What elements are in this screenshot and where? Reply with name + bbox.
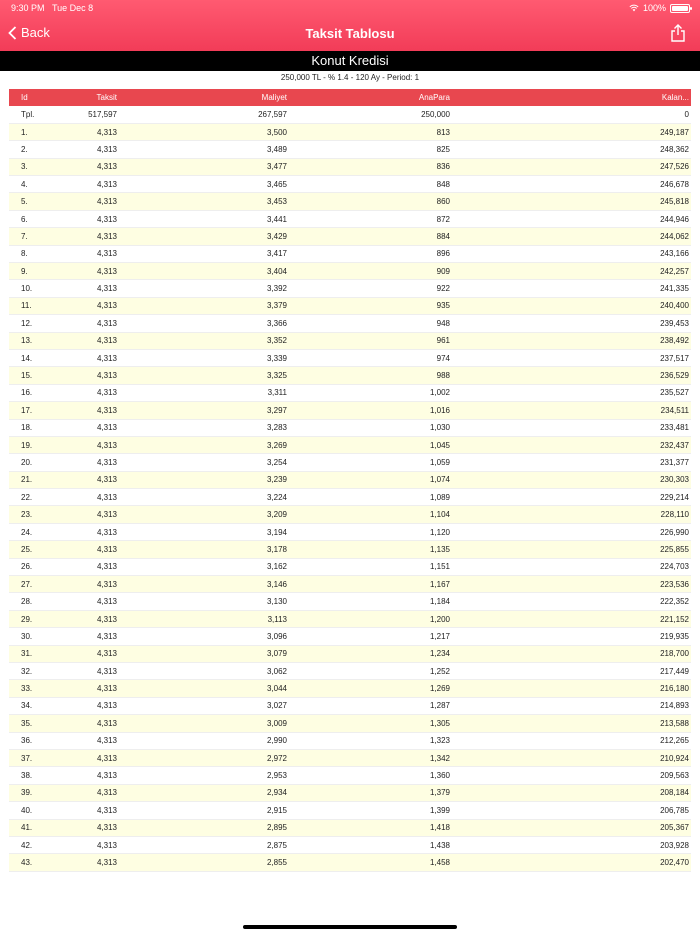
cell-id: 14. <box>9 349 69 366</box>
cell-anapara: 1,151 <box>289 558 452 575</box>
table-row <box>9 384 691 401</box>
cell-maliyet: 3,465 <box>119 176 289 193</box>
cell-id: 5. <box>9 193 69 210</box>
cell-id: 30. <box>9 628 69 645</box>
cell-anapara: 1,200 <box>289 610 452 627</box>
table-row <box>9 315 691 332</box>
table-row <box>9 419 691 436</box>
table-row <box>9 593 691 610</box>
cell-kalan: 240,400 <box>452 297 691 314</box>
cell-anapara: 1,360 <box>289 767 452 784</box>
cell-taksit: 4,313 <box>69 123 119 140</box>
cell-maliyet: 3,379 <box>119 297 289 314</box>
cell-taksit: 4,313 <box>69 489 119 506</box>
table-row <box>9 628 691 645</box>
table-row <box>9 819 691 836</box>
cell-maliyet: 3,417 <box>119 245 289 262</box>
cell-taksit: 4,313 <box>69 645 119 662</box>
cell-maliyet: 2,895 <box>119 819 289 836</box>
cell-anapara: 909 <box>289 263 452 280</box>
cell-anapara: 1,438 <box>289 836 452 853</box>
table-row <box>9 349 691 366</box>
table-row <box>9 471 691 488</box>
header-anapara: AnaPara <box>289 89 452 106</box>
cell-id: 34. <box>9 697 69 714</box>
cell-maliyet: 3,239 <box>119 471 289 488</box>
table-row <box>9 802 691 819</box>
cell-maliyet: 3,162 <box>119 558 289 575</box>
cell-id: 2. <box>9 141 69 158</box>
cell-anapara: 1,379 <box>289 784 452 801</box>
cell-maliyet: 3,453 <box>119 193 289 210</box>
cell-id: 35. <box>9 715 69 732</box>
navigation-header <box>0 0 700 51</box>
table-row <box>9 576 691 593</box>
cell-taksit: 4,313 <box>69 367 119 384</box>
cell-kalan: 225,855 <box>452 541 691 558</box>
cell-taksit: 4,313 <box>69 263 119 280</box>
table-row <box>9 228 691 245</box>
cell-kalan: 236,529 <box>452 367 691 384</box>
cell-taksit: 4,313 <box>69 349 119 366</box>
cell-kalan: 214,893 <box>452 697 691 714</box>
cell-id: 24. <box>9 523 69 540</box>
cell-maliyet: 3,441 <box>119 210 289 227</box>
cell-id: 15. <box>9 367 69 384</box>
cell-id: 23. <box>9 506 69 523</box>
table-row <box>9 680 691 697</box>
cell-id: 20. <box>9 454 69 471</box>
cell-anapara: 872 <box>289 210 452 227</box>
cell-maliyet: 3,194 <box>119 523 289 540</box>
cell-anapara: 1,059 <box>289 454 452 471</box>
cell-id: 27. <box>9 576 69 593</box>
cell-kalan: 229,214 <box>452 489 691 506</box>
table-row <box>9 141 691 158</box>
cell-id: 26. <box>9 558 69 575</box>
cell-maliyet: 3,027 <box>119 697 289 714</box>
cell-kalan: 230,303 <box>452 471 691 488</box>
battery-percent: 100% <box>642 3 666 13</box>
cell-taksit: 4,313 <box>69 749 119 766</box>
cell-maliyet: 2,875 <box>119 836 289 853</box>
cell-anapara: 1,323 <box>289 732 452 749</box>
cell-maliyet: 3,392 <box>119 280 289 297</box>
cell-maliyet: 3,113 <box>119 610 289 627</box>
cell-anapara: 1,016 <box>289 402 452 419</box>
cell-kalan: 223,536 <box>452 576 691 593</box>
cell-taksit: 4,313 <box>69 802 119 819</box>
cell-id: 12. <box>9 315 69 332</box>
status-right <box>629 3 690 13</box>
cell-taksit: 4,313 <box>69 854 119 871</box>
cell-anapara: 1,252 <box>289 663 452 680</box>
table-row <box>9 193 691 210</box>
cell-id: 43. <box>9 854 69 871</box>
cell-anapara: 1,167 <box>289 576 452 593</box>
cell-maliyet: 2,953 <box>119 767 289 784</box>
cell-maliyet: 3,096 <box>119 628 289 645</box>
cell-anapara: 1,234 <box>289 645 452 662</box>
cell-kalan: 245,818 <box>452 193 691 210</box>
cell-id: 1. <box>9 123 69 140</box>
cell-taksit: 4,313 <box>69 715 119 732</box>
cell-taksit: 4,313 <box>69 663 119 680</box>
cell-anapara: 1,418 <box>289 819 452 836</box>
cell-maliyet: 267,597 <box>119 106 289 123</box>
cell-anapara: 1,089 <box>289 489 452 506</box>
wifi-icon <box>629 4 639 12</box>
cell-id: 9. <box>9 263 69 280</box>
cell-maliyet: 2,972 <box>119 749 289 766</box>
cell-taksit: 4,313 <box>69 836 119 853</box>
status-time: 9:30 PM <box>11 3 45 13</box>
header-taksit: Taksit <box>69 89 119 106</box>
cell-kalan: 216,180 <box>452 680 691 697</box>
cell-id: 3. <box>9 158 69 175</box>
cell-maliyet: 2,855 <box>119 854 289 871</box>
cell-anapara: 848 <box>289 176 452 193</box>
cell-kalan: 234,511 <box>452 402 691 419</box>
cell-anapara: 1,342 <box>289 749 452 766</box>
cell-taksit: 4,313 <box>69 436 119 453</box>
cell-id: 19. <box>9 436 69 453</box>
cell-taksit: 4,313 <box>69 158 119 175</box>
cell-taksit: 4,313 <box>69 593 119 610</box>
cell-anapara: 1,104 <box>289 506 452 523</box>
cell-taksit: 4,313 <box>69 732 119 749</box>
cell-id: 25. <box>9 541 69 558</box>
cell-kalan: 244,062 <box>452 228 691 245</box>
table-row <box>9 610 691 627</box>
table-row <box>9 176 691 193</box>
cell-id: 29. <box>9 610 69 627</box>
cell-anapara: 1,217 <box>289 628 452 645</box>
cell-maliyet: 3,297 <box>119 402 289 419</box>
installment-table <box>9 89 691 872</box>
cell-kalan: 247,526 <box>452 158 691 175</box>
cell-kalan: 219,935 <box>452 628 691 645</box>
cell-kalan: 246,678 <box>452 176 691 193</box>
cell-id: Tpl. <box>9 106 69 123</box>
table-row-total <box>9 106 691 123</box>
cell-maliyet: 3,130 <box>119 593 289 610</box>
cell-id: 41. <box>9 819 69 836</box>
cell-id: 17. <box>9 402 69 419</box>
cell-maliyet: 3,339 <box>119 349 289 366</box>
cell-kalan: 224,703 <box>452 558 691 575</box>
cell-id: 6. <box>9 210 69 227</box>
cell-anapara: 836 <box>289 158 452 175</box>
table-row <box>9 367 691 384</box>
cell-kalan: 237,517 <box>452 349 691 366</box>
cell-taksit: 4,313 <box>69 610 119 627</box>
cell-anapara: 1,305 <box>289 715 452 732</box>
cell-kalan: 210,924 <box>452 749 691 766</box>
cell-kalan: 205,367 <box>452 819 691 836</box>
header-maliyet: Maliyet <box>119 89 289 106</box>
table-row <box>9 732 691 749</box>
cell-kalan: 241,335 <box>452 280 691 297</box>
cell-kalan: 226,990 <box>452 523 691 540</box>
cell-kalan: 208,184 <box>452 784 691 801</box>
cell-id: 11. <box>9 297 69 314</box>
cell-anapara: 974 <box>289 349 452 366</box>
cell-maliyet: 3,325 <box>119 367 289 384</box>
cell-anapara: 884 <box>289 228 452 245</box>
table-row <box>9 697 691 714</box>
back-label: Back <box>21 25 50 40</box>
cell-kalan: 233,481 <box>452 419 691 436</box>
cell-taksit: 4,313 <box>69 228 119 245</box>
table-row <box>9 749 691 766</box>
cell-id: 13. <box>9 332 69 349</box>
table-row <box>9 280 691 297</box>
table-row <box>9 332 691 349</box>
cell-kalan: 231,377 <box>452 454 691 471</box>
cell-id: 39. <box>9 784 69 801</box>
table-row <box>9 506 691 523</box>
cell-maliyet: 3,404 <box>119 263 289 280</box>
home-indicator <box>243 925 457 929</box>
cell-maliyet: 3,146 <box>119 576 289 593</box>
cell-kalan: 203,928 <box>452 836 691 853</box>
installment-table-container[interactable] <box>9 89 691 872</box>
cell-kalan: 221,152 <box>452 610 691 627</box>
cell-id: 37. <box>9 749 69 766</box>
cell-maliyet: 3,224 <box>119 489 289 506</box>
cell-maliyet: 2,915 <box>119 802 289 819</box>
cell-maliyet: 3,283 <box>119 419 289 436</box>
cell-anapara: 935 <box>289 297 452 314</box>
cell-id: 36. <box>9 732 69 749</box>
cell-kalan: 242,257 <box>452 263 691 280</box>
cell-anapara: 250,000 <box>289 106 452 123</box>
cell-maliyet: 3,009 <box>119 715 289 732</box>
cell-maliyet: 3,062 <box>119 663 289 680</box>
cell-anapara: 1,184 <box>289 593 452 610</box>
cell-anapara: 1,074 <box>289 471 452 488</box>
table-row <box>9 210 691 227</box>
table-row <box>9 767 691 784</box>
table-row <box>9 784 691 801</box>
cell-taksit: 4,313 <box>69 819 119 836</box>
cell-anapara: 988 <box>289 367 452 384</box>
cell-kalan: 218,700 <box>452 645 691 662</box>
cell-id: 31. <box>9 645 69 662</box>
status-date: Tue Dec 8 <box>52 3 94 13</box>
cell-maliyet: 3,489 <box>119 141 289 158</box>
cell-taksit: 4,313 <box>69 384 119 401</box>
table-row <box>9 558 691 575</box>
cell-taksit: 4,313 <box>69 471 119 488</box>
cell-taksit: 4,313 <box>69 245 119 262</box>
cell-taksit: 4,313 <box>69 523 119 540</box>
cell-maliyet: 2,934 <box>119 784 289 801</box>
cell-kalan: 248,362 <box>452 141 691 158</box>
cell-id: 21. <box>9 471 69 488</box>
cell-kalan: 206,785 <box>452 802 691 819</box>
table-row <box>9 245 691 262</box>
cell-taksit: 4,313 <box>69 141 119 158</box>
cell-maliyet: 3,044 <box>119 680 289 697</box>
cell-maliyet: 3,079 <box>119 645 289 662</box>
cell-kalan: 213,588 <box>452 715 691 732</box>
cell-maliyet: 3,269 <box>119 436 289 453</box>
table-row <box>9 715 691 732</box>
cell-taksit: 4,313 <box>69 210 119 227</box>
cell-kalan: 202,470 <box>452 854 691 871</box>
cell-maliyet: 3,311 <box>119 384 289 401</box>
header-id: Id <box>9 89 69 106</box>
cell-id: 4. <box>9 176 69 193</box>
cell-id: 28. <box>9 593 69 610</box>
cell-id: 32. <box>9 663 69 680</box>
table-row <box>9 402 691 419</box>
cell-kalan: 212,265 <box>452 732 691 749</box>
cell-taksit: 4,313 <box>69 193 119 210</box>
cell-maliyet: 3,352 <box>119 332 289 349</box>
cell-id: 8. <box>9 245 69 262</box>
cell-anapara: 813 <box>289 123 452 140</box>
cell-maliyet: 2,990 <box>119 732 289 749</box>
cell-anapara: 1,030 <box>289 419 452 436</box>
cell-kalan: 222,352 <box>452 593 691 610</box>
table-row <box>9 854 691 871</box>
share-icon[interactable] <box>670 24 686 42</box>
cell-taksit: 4,313 <box>69 176 119 193</box>
table-row <box>9 541 691 558</box>
cell-kalan: 217,449 <box>452 663 691 680</box>
cell-anapara: 1,287 <box>289 697 452 714</box>
cell-kalan: 228,110 <box>452 506 691 523</box>
cell-maliyet: 3,477 <box>119 158 289 175</box>
cell-id: 7. <box>9 228 69 245</box>
cell-taksit: 4,313 <box>69 576 119 593</box>
cell-id: 22. <box>9 489 69 506</box>
cell-anapara: 1,458 <box>289 854 452 871</box>
loan-title-bar: Konut Kredisi <box>0 51 700 71</box>
cell-taksit: 4,313 <box>69 454 119 471</box>
cell-maliyet: 3,366 <box>119 315 289 332</box>
cell-taksit: 4,313 <box>69 332 119 349</box>
table-row <box>9 836 691 853</box>
cell-id: 42. <box>9 836 69 853</box>
cell-taksit: 4,313 <box>69 680 119 697</box>
cell-taksit: 4,313 <box>69 784 119 801</box>
cell-maliyet: 3,209 <box>119 506 289 523</box>
cell-id: 16. <box>9 384 69 401</box>
cell-taksit: 4,313 <box>69 697 119 714</box>
cell-anapara: 825 <box>289 141 452 158</box>
cell-id: 33. <box>9 680 69 697</box>
cell-anapara: 961 <box>289 332 452 349</box>
cell-kalan: 244,946 <box>452 210 691 227</box>
cell-kalan: 239,453 <box>452 315 691 332</box>
cell-kalan: 249,187 <box>452 123 691 140</box>
table-row <box>9 663 691 680</box>
cell-anapara: 948 <box>289 315 452 332</box>
cell-taksit: 4,313 <box>69 402 119 419</box>
cell-taksit: 4,313 <box>69 628 119 645</box>
cell-maliyet: 3,500 <box>119 123 289 140</box>
cell-id: 40. <box>9 802 69 819</box>
cell-kalan: 243,166 <box>452 245 691 262</box>
cell-anapara: 1,120 <box>289 523 452 540</box>
table-row <box>9 436 691 453</box>
cell-anapara: 1,002 <box>289 384 452 401</box>
cell-anapara: 860 <box>289 193 452 210</box>
table-row <box>9 158 691 175</box>
cell-kalan: 209,563 <box>452 767 691 784</box>
cell-anapara: 896 <box>289 245 452 262</box>
cell-maliyet: 3,429 <box>119 228 289 245</box>
cell-taksit: 4,313 <box>69 419 119 436</box>
loan-summary: 250,000 TL - % 1.4 - 120 Ay - Period: 1 <box>280 73 420 82</box>
table-row <box>9 454 691 471</box>
cell-taksit: 4,313 <box>69 506 119 523</box>
table-header-row <box>9 89 691 106</box>
cell-taksit: 4,313 <box>69 297 119 314</box>
cell-id: 18. <box>9 419 69 436</box>
cell-maliyet: 3,254 <box>119 454 289 471</box>
cell-taksit: 4,313 <box>69 558 119 575</box>
cell-taksit: 4,313 <box>69 767 119 784</box>
table-row <box>9 263 691 280</box>
cell-kalan: 235,527 <box>452 384 691 401</box>
cell-taksit: 4,313 <box>69 280 119 297</box>
cell-anapara: 1,135 <box>289 541 452 558</box>
battery-level <box>672 6 688 11</box>
table-row <box>9 645 691 662</box>
cell-anapara: 1,269 <box>289 680 452 697</box>
cell-anapara: 1,399 <box>289 802 452 819</box>
cell-kalan: 232,437 <box>452 436 691 453</box>
table-row <box>9 123 691 140</box>
cell-anapara: 922 <box>289 280 452 297</box>
cell-taksit: 4,313 <box>69 315 119 332</box>
battery-icon <box>670 4 690 13</box>
cell-kalan: 238,492 <box>452 332 691 349</box>
header-kalan: Kalan... <box>452 89 691 106</box>
page-title: Taksit Tablosu <box>305 26 395 41</box>
status-bar <box>0 0 700 16</box>
cell-anapara: 1,045 <box>289 436 452 453</box>
table-row <box>9 523 691 540</box>
table-row <box>9 297 691 314</box>
cell-id: 38. <box>9 767 69 784</box>
cell-taksit: 517,597 <box>69 106 119 123</box>
cell-kalan: 0 <box>452 106 691 123</box>
cell-id: 10. <box>9 280 69 297</box>
table-row <box>9 489 691 506</box>
cell-maliyet: 3,178 <box>119 541 289 558</box>
cell-taksit: 4,313 <box>69 541 119 558</box>
